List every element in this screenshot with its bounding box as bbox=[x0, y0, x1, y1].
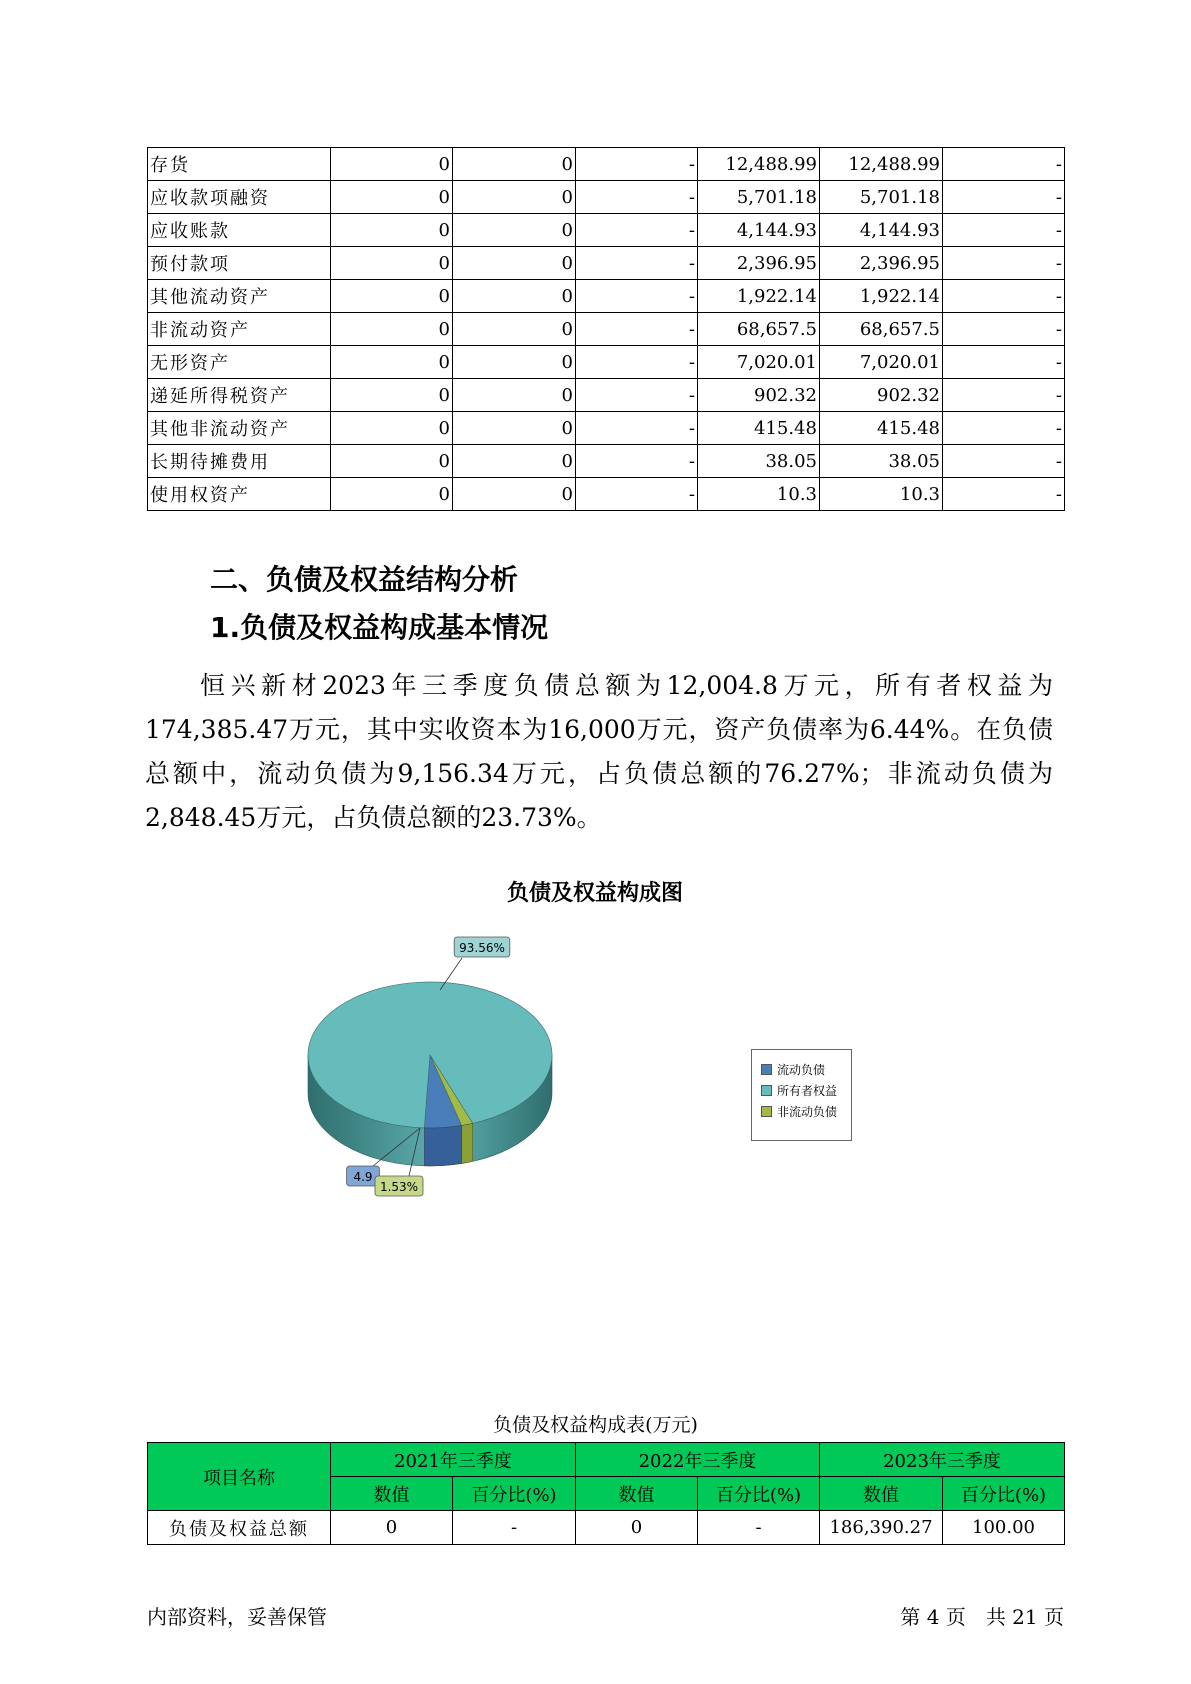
pie-slice-side-0 bbox=[424, 1126, 461, 1166]
table-row bbox=[148, 313, 1065, 346]
cell: 0 bbox=[331, 280, 453, 313]
cell: 186,390.27 bbox=[820, 1511, 943, 1545]
cell: 1,922.14 bbox=[698, 280, 820, 313]
cell: - bbox=[576, 214, 698, 247]
row-name: 存货 bbox=[148, 148, 331, 181]
cell: - bbox=[943, 181, 1065, 214]
cell: - bbox=[576, 280, 698, 313]
cell: 0 bbox=[331, 148, 453, 181]
cell: - bbox=[576, 181, 698, 214]
cell: 0 bbox=[453, 313, 576, 346]
row-name: 使用权资产 bbox=[148, 478, 331, 511]
cell: 2,396.95 bbox=[820, 247, 943, 280]
cell: 68,657.5 bbox=[820, 313, 943, 346]
footer-right: 第 4 页 共 21 页 bbox=[900, 1605, 1064, 1629]
cell: 0 bbox=[576, 1511, 698, 1545]
row-name: 其他非流动资产 bbox=[148, 412, 331, 445]
table-row bbox=[148, 214, 1065, 247]
cell: - bbox=[576, 445, 698, 478]
cell: 902.32 bbox=[698, 379, 820, 412]
cell: 902.32 bbox=[820, 379, 943, 412]
asset-table bbox=[147, 147, 1065, 511]
cell: 100.00 bbox=[943, 1511, 1065, 1545]
row-name: 应收款项融资 bbox=[148, 181, 331, 214]
table-row bbox=[148, 247, 1065, 280]
cell: 7,020.01 bbox=[698, 346, 820, 379]
row-name: 非流动资产 bbox=[148, 313, 331, 346]
row-name: 应收账款 bbox=[148, 214, 331, 247]
legend-swatch bbox=[761, 1106, 772, 1117]
table-row bbox=[148, 346, 1065, 379]
header-item: 项目名称 bbox=[148, 1443, 331, 1511]
cell: 0 bbox=[453, 247, 576, 280]
cell: 0 bbox=[453, 478, 576, 511]
cell: 0 bbox=[453, 379, 576, 412]
row-name: 无形资产 bbox=[148, 346, 331, 379]
cell: 4,144.93 bbox=[698, 214, 820, 247]
header-pct: 百分比(%) bbox=[453, 1477, 576, 1511]
cell: 0 bbox=[453, 445, 576, 478]
header-value: 数值 bbox=[576, 1477, 698, 1511]
table-row bbox=[148, 478, 1065, 511]
cell: 0 bbox=[331, 379, 453, 412]
cell: 0 bbox=[331, 1511, 453, 1545]
cell: 12,488.99 bbox=[820, 148, 943, 181]
pie-chart bbox=[0, 870, 1191, 1210]
cell: 5,701.18 bbox=[698, 181, 820, 214]
legend-label: 流动负债 bbox=[777, 1063, 826, 1077]
cell: - bbox=[943, 379, 1065, 412]
legend-item bbox=[752, 1080, 851, 1101]
cell: 68,657.5 bbox=[698, 313, 820, 346]
table-row bbox=[148, 1511, 1065, 1545]
section-subheading: 1.负债及权益构成基本情况 bbox=[210, 611, 549, 644]
row-name: 预付款项 bbox=[148, 247, 331, 280]
cell: - bbox=[943, 412, 1065, 445]
cell: 0 bbox=[331, 478, 453, 511]
cell: - bbox=[576, 148, 698, 181]
cell: 415.48 bbox=[820, 412, 943, 445]
cell: 0 bbox=[453, 181, 576, 214]
cell: - bbox=[943, 346, 1065, 379]
equity-table-caption: 负债及权益构成表(万元) bbox=[493, 1414, 698, 1436]
cell: 0 bbox=[331, 412, 453, 445]
cell: 2,396.95 bbox=[698, 247, 820, 280]
header-period-2021: 2021年三季度 bbox=[331, 1443, 576, 1477]
pie-data-label: 4.9 bbox=[353, 1170, 373, 1184]
cell: - bbox=[576, 412, 698, 445]
cell: 12,488.99 bbox=[698, 148, 820, 181]
header-value: 数值 bbox=[331, 1477, 453, 1511]
legend-swatch bbox=[761, 1064, 772, 1075]
cell: - bbox=[576, 346, 698, 379]
footer-left: 内部资料，妥善保管 bbox=[147, 1605, 327, 1629]
legend-label: 所有者权益 bbox=[777, 1084, 838, 1098]
cell: 10.3 bbox=[698, 478, 820, 511]
cell: 4,144.93 bbox=[820, 214, 943, 247]
cell: - bbox=[576, 247, 698, 280]
table-row bbox=[148, 148, 1065, 181]
table-row bbox=[148, 181, 1065, 214]
cell: - bbox=[943, 280, 1065, 313]
pie-data-label: 93.56% bbox=[459, 941, 505, 955]
cell: 38.05 bbox=[698, 445, 820, 478]
cell: 0 bbox=[331, 445, 453, 478]
pie-slice-side-2 bbox=[462, 1123, 473, 1163]
cell: - bbox=[943, 214, 1065, 247]
legend-label: 非流动负债 bbox=[777, 1105, 838, 1119]
legend-item bbox=[752, 1101, 851, 1122]
row-name: 递延所得税资产 bbox=[148, 379, 331, 412]
cell: - bbox=[576, 478, 698, 511]
table-row bbox=[148, 445, 1065, 478]
cell: 0 bbox=[331, 313, 453, 346]
cell: - bbox=[943, 445, 1065, 478]
cell: 415.48 bbox=[698, 412, 820, 445]
cell: 10.3 bbox=[820, 478, 943, 511]
legend-swatch bbox=[761, 1085, 772, 1096]
table-row bbox=[148, 379, 1065, 412]
header-value: 数值 bbox=[820, 1477, 943, 1511]
row-name: 长期待摊费用 bbox=[148, 445, 331, 478]
cell: 0 bbox=[453, 280, 576, 313]
header-pct: 百分比(%) bbox=[698, 1477, 820, 1511]
cell: 0 bbox=[453, 148, 576, 181]
cell: - bbox=[698, 1511, 820, 1545]
legend-item bbox=[752, 1059, 851, 1080]
header-period-2023: 2023年三季度 bbox=[820, 1443, 1065, 1477]
chart-legend bbox=[751, 1049, 852, 1141]
cell: 0 bbox=[331, 214, 453, 247]
cell: 7,020.01 bbox=[820, 346, 943, 379]
header-period-2022: 2022年三季度 bbox=[576, 1443, 820, 1477]
analysis-paragraph: 恒兴新材2023年三季度负债总额为12,004.8万元，所有者权益为174,385.47万元，其中实收资本为16,000万元，资产负债率为6.44%。在负债总额中，流动负债为9,156.34万元，占负债总额的76.27%；非流动负债为2,848.45万元，占负债总额的23.73%。 bbox=[145, 671, 1053, 832]
row-name: 负债及权益总额 bbox=[148, 1511, 331, 1545]
row-name: 其他流动资产 bbox=[148, 280, 331, 313]
cell: 0 bbox=[331, 346, 453, 379]
cell: - bbox=[943, 247, 1065, 280]
cell: - bbox=[453, 1511, 576, 1545]
cell: - bbox=[576, 313, 698, 346]
cell: 38.05 bbox=[820, 445, 943, 478]
section-heading: 二、负债及权益结构分析 bbox=[210, 563, 519, 596]
equity-table bbox=[147, 1442, 1065, 1545]
cell: - bbox=[943, 313, 1065, 346]
cell: 5,701.18 bbox=[820, 181, 943, 214]
cell: - bbox=[943, 478, 1065, 511]
cell: 0 bbox=[331, 247, 453, 280]
cell: 1,922.14 bbox=[820, 280, 943, 313]
cell: 0 bbox=[453, 214, 576, 247]
cell: 0 bbox=[453, 412, 576, 445]
cell: 0 bbox=[453, 346, 576, 379]
table-row bbox=[148, 280, 1065, 313]
chart-title: 负债及权益构成图 bbox=[506, 881, 684, 906]
cell: - bbox=[576, 379, 698, 412]
cell: 0 bbox=[331, 181, 453, 214]
header-pct: 百分比(%) bbox=[943, 1477, 1065, 1511]
table-row bbox=[148, 412, 1065, 445]
cell: - bbox=[943, 148, 1065, 181]
pie-data-label: 1.53% bbox=[379, 1180, 419, 1194]
